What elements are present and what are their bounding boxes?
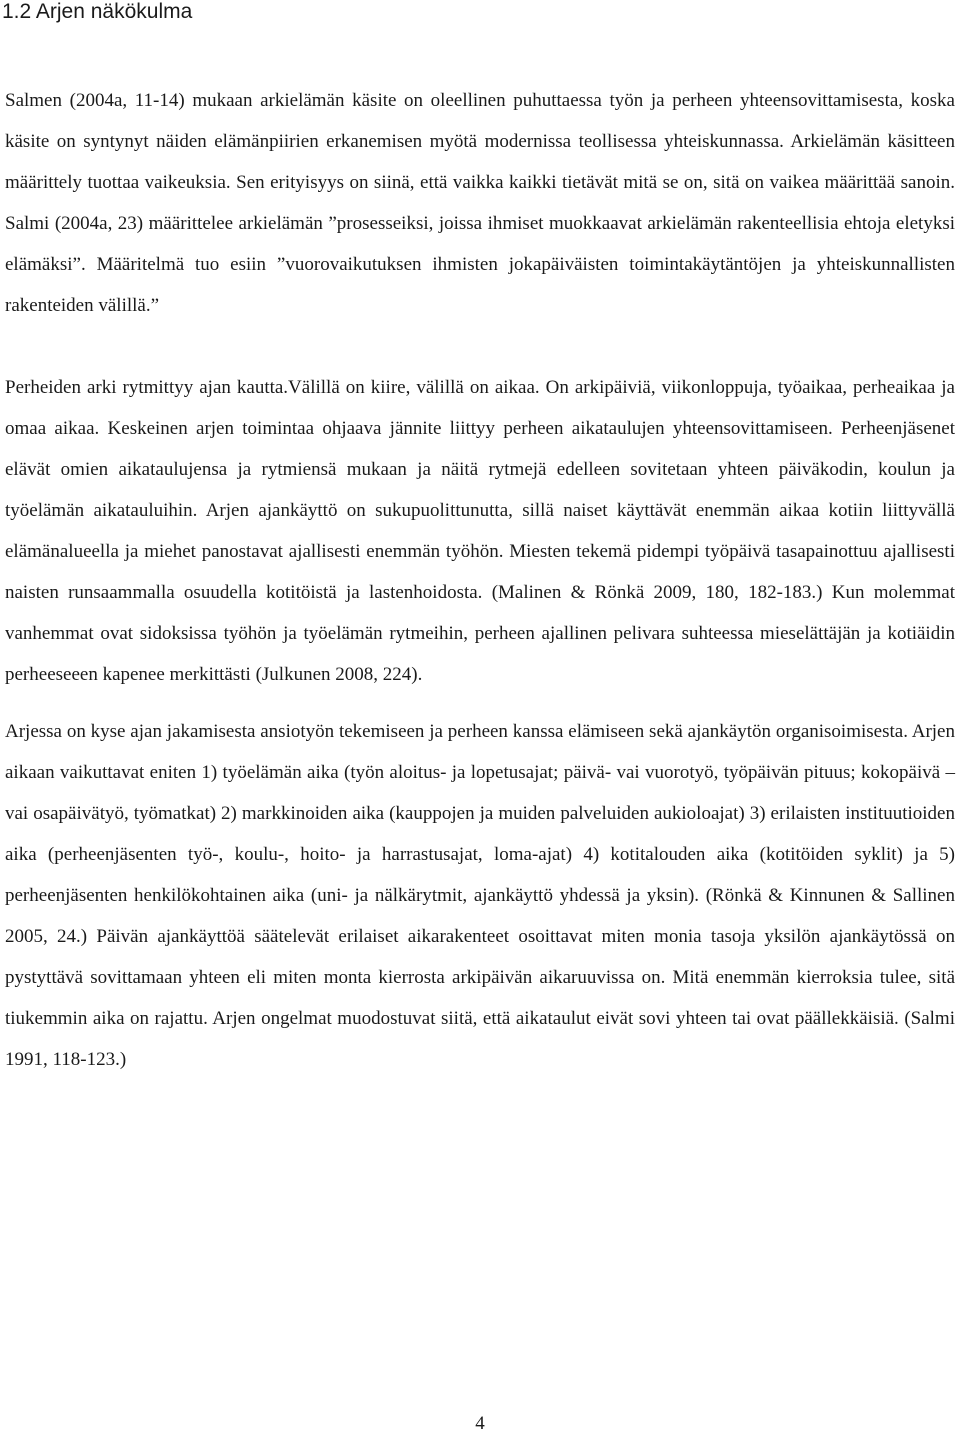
paragraph-perheiden-arki: Perheiden arki rytmittyy ajan kautta.Välillä on kiire, välillä on aikaa. On arkipäiviä, viikonloppuja, työaikaa, perheaikaa ja omaa aikaa. Keskeinen arjen toimintaa ohjaava jännite liittyy perheen aikataulujen yhteensovittamiseen. Perheenjäsenet elävät omien aikataulujensa ja rytmiensä mukaan ja näitä rytmejä edelleen sovitetaan yhteen päiväkodin, koulun ja työelämän aikatauluihin. Arjen ajankäyttö on sukupuolittunutta, sillä naiset käyttävät enemmän aikaa kotiin liittyvällä elämänalueella ja miehet panostavat ajallisesti enemmän työhön. Miesten tekemä pidempi työpäivä tasapainottuu ajallisesti naisten runsaammalla osuudella kotitöistä ja lastenhoidosta. (Malinen & Rönkä 2009, 180, 182-183.) Kun molemmat vanhemmat ovat sidoksissa työhön ja työelämän rytmeihin, perheen ajallinen pelivara suhteessa mieselättäjän ja kotiäidin perheeseeen kapenee merkittästi (Julkunen 2008, 224). (5, 377, 955, 685)
page-number: 4 (475, 1413, 485, 1434)
body-text (5, 80, 955, 1080)
section-heading: 1.2 Arjen näkökulma (2, 0, 193, 23)
paragraph-ajan-jakaminen: Arjessa on kyse ajan jakamisesta ansiotyön tekemiseen ja perheen kanssa elämiseen sekä ajankäytön organisoimisesta. Arjen aikaan vaikuttavat eniten 1) työelämän aika (työn aloitus- ja lopetusajat; päivä- vai vuorotyö, työpäivän pituus; kokopäivä – vai osapäivätyö, työmatkat) 2) markkinoiden aika (kauppojen ja muiden palveluiden aukioloajat) 3) erilaisten instituutioiden aika (perheenjäsenten työ-, koulu-, hoito- ja harrastusajat, loma-ajat) 4) kotitalouden aika (kotitöiden syklit) ja 5) perheenjäsenten henkilökohtainen aika (uni- ja nälkärytmit, ajankäyttö yhdessä ja yksin). (Rönkä & Kinnunen & Sallinen 2005, 24.) Päivän ajankäyttöä säätelevät erilaiset aikarakenteet osoittavat miten monia tasoja yksilön ajankäytössä on pystyttävä sovittamaan yhteen eli miten monta kierrosta arkipäivän aikaruuvissa on. Mitä enemmän kierroksia tulee, sitä tiukemmin aika on rajattu. Arjen ongelmat muodostuvat siitä, että aikataulut eivät sovi yhteen tai ovat päällekkäisiä. (Salmi 1991, 118-123.) (5, 721, 955, 1070)
paragraph-arkielama-kasite: Salmen (2004a, 11-14) mukaan arkielämän käsite on oleellinen puhuttaessa työn ja perheen yhteensovittamisesta, koska käsite on syntynyt näiden elämänpiirien erkanemisen myötä modernissa teollisessa yhteiskunnassa. Arkielämän käsitteen määrittely tuottaa vaikeuksia. Sen erityisyys on siinä, että vaikka kaikki tietävät mitä se on, sitä on vaikea määrittää sanoin. Salmi (2004a, 23) määrittelee arkielämän ”prosesseiksi, joissa ihmiset muokkaavat arkielämän rakenteellisia ehtoja eletyksi elämäksi”. Määritelmä tuo esiin ”vuorovaikutuksen ihmisten jokapäiväisten toimintakäytäntöjen ja yhteiskunnallisten rakenteiden välillä.” (5, 90, 955, 316)
